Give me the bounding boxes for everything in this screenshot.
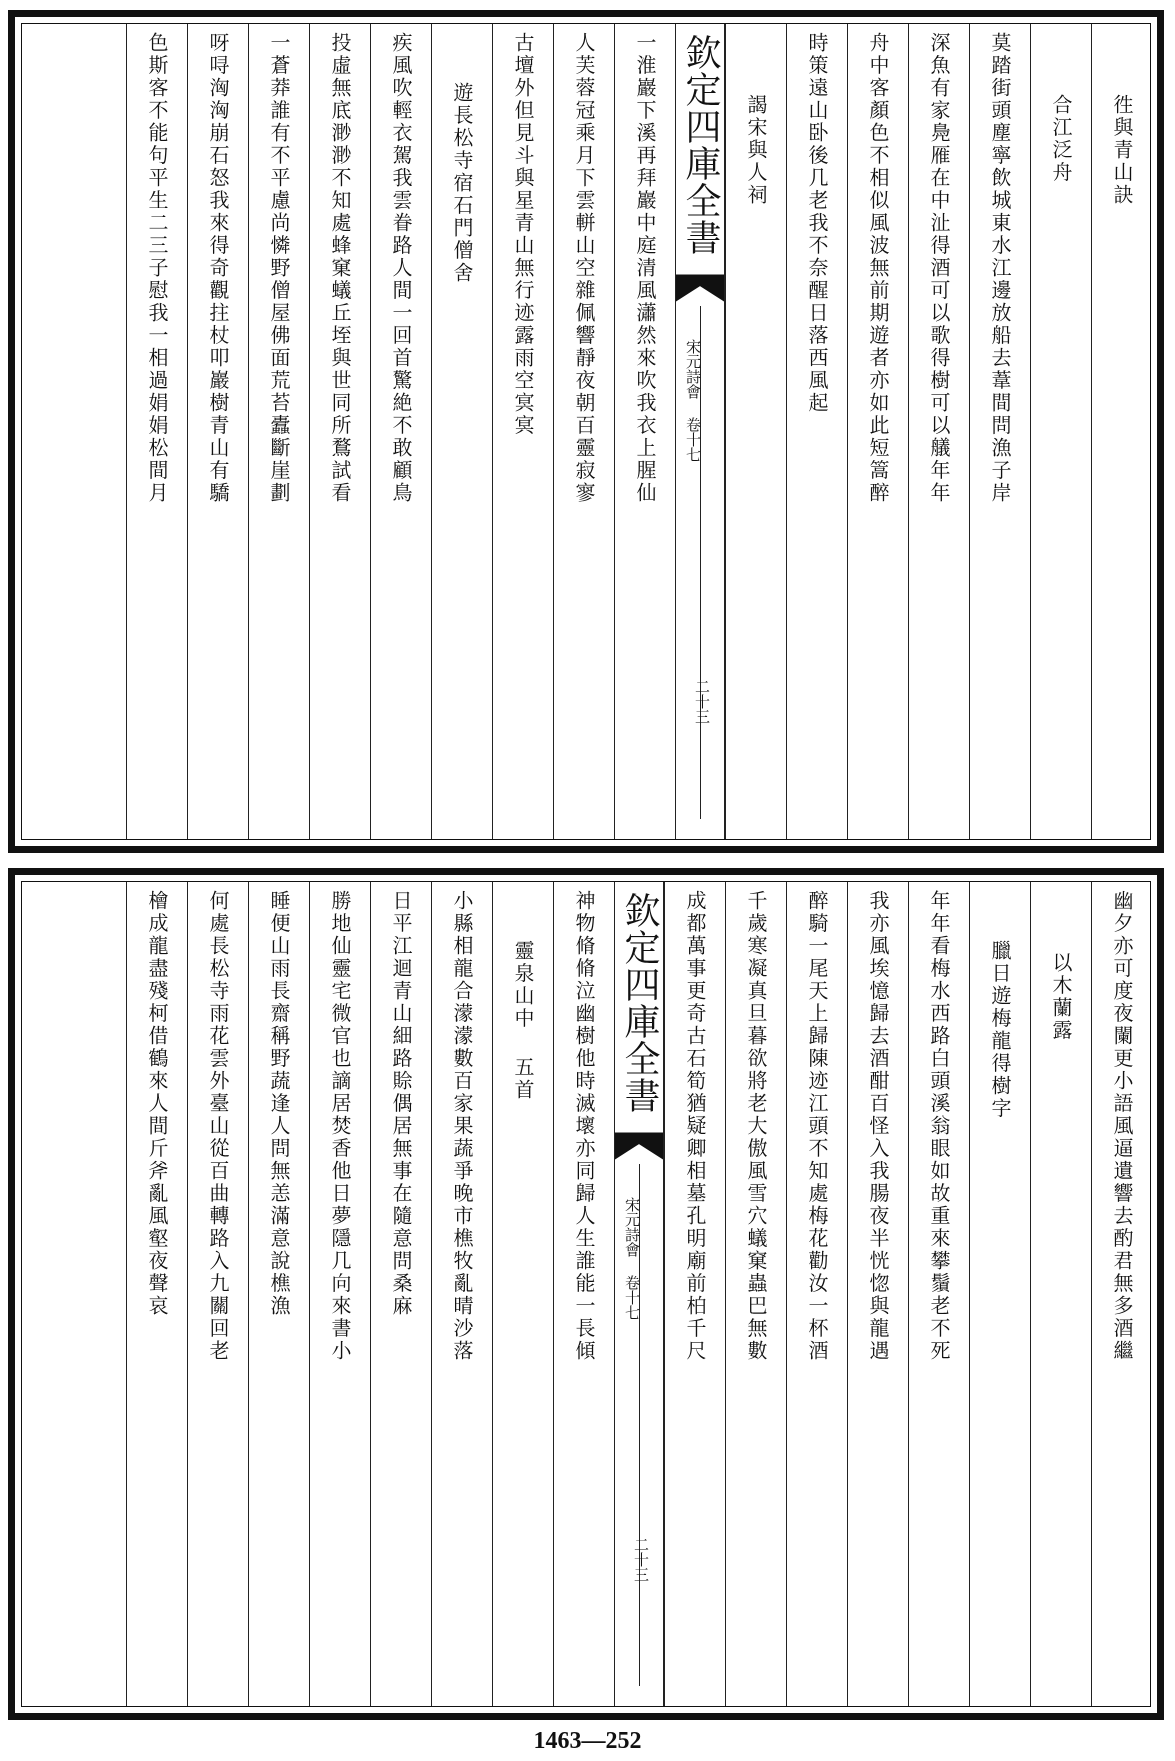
column-text: 我亦風埃憶歸去酒酣百怪入我腸夜半恍惚與龍遇 — [866, 890, 890, 1363]
column-text: 幽夕亦可度夜闌更小語風逼遺響去酌君無多酒繼 — [1110, 890, 1134, 1363]
column-text: 小縣相龍合濛濛數百家果蔬爭晚市樵牧亂晴沙落 — [450, 890, 474, 1363]
text-column — [187, 882, 248, 1706]
spine-volume: 宋元詩會 卷十七 — [623, 1197, 641, 1320]
column-text: 靈泉山中 五首 — [511, 940, 535, 1102]
column-text: 一淮巖下溪再拜巖中庭清風瀟然來吹我衣上腥仙 — [633, 32, 657, 505]
text-column — [908, 24, 969, 839]
column-text: 千歲寒凝真旦暮欲將老大傲風雪穴蟻窠蟲巴無數 — [744, 890, 768, 1363]
column-text: 何處長松寺雨花雲外臺山從百曲轉路入九關回老 — [206, 890, 230, 1363]
column-text: 日平江迴青山細路賒偶居無事在隨意問桑麻 — [389, 890, 413, 1318]
book-spine — [614, 882, 664, 1706]
text-column — [969, 24, 1030, 839]
column-text: 謁宋與人祠 — [744, 94, 768, 207]
column-text: 遊長松寺宿石門僧舍 — [450, 82, 474, 285]
spine-header: 欽定四庫全書 — [680, 34, 721, 256]
text-column — [1030, 24, 1091, 839]
book-spine — [675, 24, 725, 839]
text-column — [492, 882, 553, 1706]
text-column — [1030, 882, 1091, 1706]
column-text: 臘日遊梅龍得樹字 — [988, 940, 1012, 1120]
text-column — [370, 24, 431, 839]
column-text: 古壇外但見斗與星青山無行迹露雨空㝠㝠 — [511, 32, 535, 437]
text-column — [248, 24, 309, 839]
top-page-frame — [21, 23, 1151, 840]
text-column — [847, 882, 908, 1706]
column-text: 舟中客顏色不相似風波無前期遊者亦如此短篙醉 — [866, 32, 890, 505]
column-text: 年年看梅水西路白頭溪翁眼如故重來攀鬚老不死 — [927, 890, 951, 1363]
text-column — [786, 24, 847, 839]
text-column — [847, 24, 908, 839]
text-column — [725, 882, 786, 1706]
column-text: 時策遠山卧後几老我不奈醒日落西風起 — [805, 32, 829, 415]
text-column — [1091, 24, 1152, 839]
text-column — [248, 882, 309, 1706]
column-text: 醉騎一尾天上歸陳迹江頭不知處梅花勸汝一杯酒 — [805, 890, 829, 1363]
column-text: 神物脩脩泣幽樹他時滅壞亦同歸人生誰能一長傾 — [572, 890, 596, 1363]
column-text: 呀㖊洶洶崩石怒我來得奇觀拄杖叩巖樹青山有驕 — [206, 32, 230, 505]
fishtail-mark-icon — [676, 274, 724, 302]
column-text: 深魚有家鳧雁在中沚得酒可以歌得樹可以艤年年 — [927, 32, 951, 505]
spine-page-number: 二十三 — [632, 1537, 650, 1582]
text-column — [126, 882, 187, 1706]
column-text: 色斯客不能句平生二三子慰我一相過娟娟松間月 — [145, 32, 169, 505]
column-text: 疾風吹輕衣駕我雲眷路人間一回首驚絶不敢顧鳥 — [389, 32, 413, 505]
text-column — [614, 24, 675, 839]
bottom-page — [8, 868, 1164, 1720]
spine-volume: 宋元詩會 卷十七 — [684, 339, 702, 462]
text-column — [725, 24, 786, 839]
text-column — [431, 24, 492, 839]
spine-header: 欽定四庫全書 — [619, 892, 660, 1114]
text-column — [492, 24, 553, 839]
text-column — [664, 882, 725, 1706]
text-column — [126, 24, 187, 839]
column-text: 睡便山雨長齋稱野蔬逢人問無恙滿意說樵漁 — [267, 890, 291, 1318]
column-text: 莫踏街頭塵寧飲城東水江邊放船去葦間問漁子岸 — [988, 32, 1012, 505]
top-page — [8, 10, 1164, 853]
column-text: 成都萬事更奇古石筍猶疑卿相墓孔明廟前柏千尺 — [683, 890, 707, 1363]
bottom-page-frame — [21, 881, 1151, 1707]
column-text: 合江泛舟 — [1049, 94, 1073, 184]
column-text: 人芙蓉冠乘月下雲軿山空雜佩響靜夜朝百靈寂寥 — [572, 32, 596, 505]
text-column — [553, 882, 614, 1706]
column-text: 徃與青山訣 — [1110, 94, 1134, 207]
text-column — [969, 882, 1030, 1706]
column-text: 投虛無底渺渺不知處蜂窠蟻丘垤與世同所鶩試看 — [328, 32, 352, 505]
text-column — [1091, 882, 1152, 1706]
spine-page-number: 二十三 — [693, 679, 711, 724]
text-column — [187, 24, 248, 839]
text-column — [553, 24, 614, 839]
text-column — [309, 24, 370, 839]
page-footer-number: 1463—252 — [533, 1728, 642, 1754]
text-column — [309, 882, 370, 1706]
text-column — [370, 882, 431, 1706]
column-text: 檜成龍盡殘柯借鶴來人間斤斧亂風壑夜聲哀 — [145, 890, 169, 1318]
column-text: 一蒼莽誰有不平慮尚憐野僧屋佛面荒苔蠹斷崖劃 — [267, 32, 291, 505]
fishtail-mark-icon — [615, 1132, 663, 1160]
column-text: 以木蘭露 — [1049, 952, 1073, 1042]
text-column — [908, 882, 969, 1706]
text-column — [786, 882, 847, 1706]
text-column — [431, 882, 492, 1706]
column-text: 勝地仙靈宅微官也謫居焚香他日夢隱几向來書小 — [328, 890, 352, 1363]
